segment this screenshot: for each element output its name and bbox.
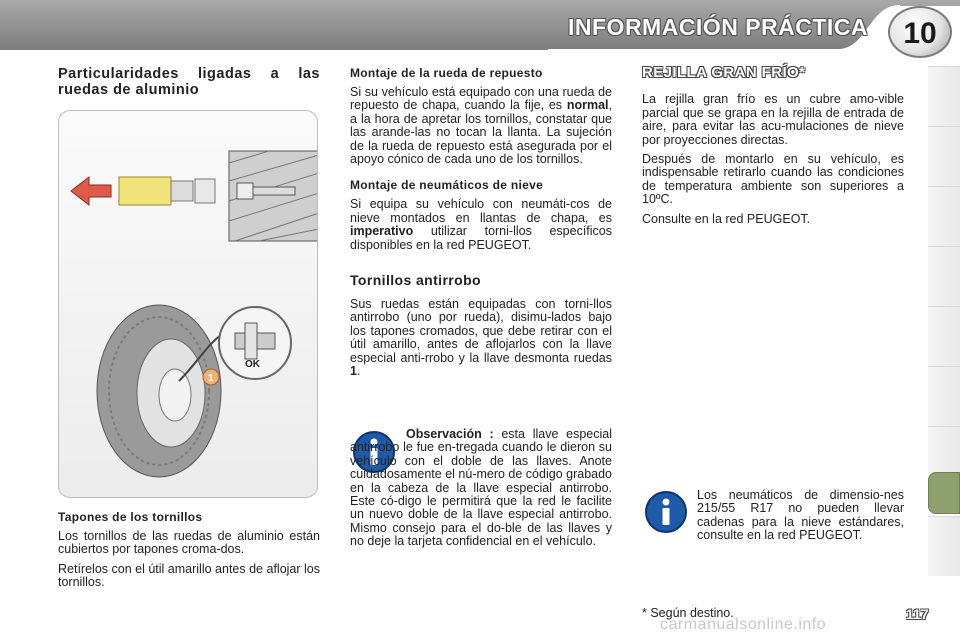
hatched-hub [229, 151, 318, 241]
page-number: 117 [906, 606, 929, 622]
note-text: Los neumáticos de dimensio-nes 215/55 R17 no pueden llevar cadenas para la nieve estándares, consulte en la red PEUGEOT. [697, 488, 904, 543]
chapter-tab[interactable] [928, 366, 960, 426]
page-title: INFORMACIÓN PRÁCTICA [568, 14, 869, 40]
ok-label: OK [245, 359, 260, 370]
paragraph-snow: Si equipa su vehículo con neumáti-cos de nieve montados en llantas de chapa, es imperativo utilizar torni-llos específicos disponibles en la red PEUGEOT. [350, 197, 612, 252]
footnote: * Según destino. [642, 606, 734, 620]
heading-snow-tyres: Montaje de neumáticos de nieve [350, 178, 544, 193]
paragraph: Consulte en la red PEUGEOT. [642, 211, 811, 226]
wheel-drawing [59, 111, 318, 498]
arrow-icon [71, 177, 111, 205]
paragraph-spare: Si su vehículo está equipado con una rueda de repuesto de chapa, cuando la fije, es normal, a la hora de apretar los tornillos, constatar que las arande-las no tocan la llanta. La sujeción de la rueda de repuesto está asegurada por el apoyo cónico de cada uno de los tornillos. [350, 85, 612, 167]
chapter-tab[interactable] [928, 66, 960, 126]
chapter-tab[interactable] [928, 516, 960, 576]
left-column-bottom [58, 510, 320, 596]
section-title-aluminium: Particularidades ligadas a las ruedas de aluminio [58, 66, 320, 98]
middle-column [350, 66, 612, 385]
heading-spare-wheel: Montaje de la rueda de repuesto [350, 66, 543, 80]
heading-grille: REJILLA GRAN FRÍO* [642, 64, 806, 81]
chapter-tab-active[interactable] [928, 472, 960, 514]
chapter-tab[interactable] [928, 246, 960, 306]
note-text: esta llave especial antirrobo le fue en-tregada cuando le dieron su vehículo con el doble de las llaves. Anote cuidadosamente el nú-mero de código grabado en la cabeza de la llave especial antirrobo. Este có-digo le permitirá que la red le facilite un nuevo doble de la llave especial antirrobo. Mismo consejo para el do-ble de las llaves y no deje la tarjeta confidencial en el vehículo. [350, 427, 612, 549]
note-label: Observación : [406, 427, 494, 441]
watermark: carmanualsonline.info [660, 616, 827, 633]
paragraph: Los tornillos de las ruedas de aluminio están cubiertos por tapones croma-dos. [58, 529, 320, 557]
heading-antitheft: Tornillos antirrobo [350, 272, 482, 289]
chapter-tab[interactable] [928, 186, 960, 246]
paragraph: Después de montarlo en su vehículo, es indispensable retirarlo cuando las condiciones de temperatura ambiente son superiores a 10ºC. [642, 152, 904, 207]
info-icon [644, 490, 688, 534]
section-heading-caps: Tapones de los tornillos [58, 510, 203, 524]
right-column [642, 66, 904, 232]
chapter-badge [888, 6, 952, 58]
note-tyres [697, 489, 904, 549]
wheel-illustration [58, 110, 318, 498]
chapter-tab[interactable] [928, 306, 960, 366]
wheel-icon [97, 305, 227, 477]
callout-number: 1 [208, 373, 214, 384]
chapter-tab[interactable] [928, 126, 960, 186]
left-column [58, 66, 320, 98]
paragraph: La rejilla gran frío es un cubre amo-vible parcial que se grapa en la rejilla de entrada de aire, para evitar las acu-mulaciones de nieve por proyecciones directas. [642, 92, 904, 147]
note-observacion [350, 428, 612, 555]
paragraph-antitheft: Sus ruedas están equipadas con torni-llos antirrobo (uno por rueda), disimu-lados bajo los tapones cromados, que debe retirar con el útil amarillo, antes de aflojarlos con la llave especial anti-rrobo y la llave desmonta ruedas 1. [350, 297, 612, 379]
paragraph: Retírelos con el útil amarillo antes de aflojar los tornillos. [58, 561, 320, 590]
chapter-number: 10 [903, 17, 937, 50]
